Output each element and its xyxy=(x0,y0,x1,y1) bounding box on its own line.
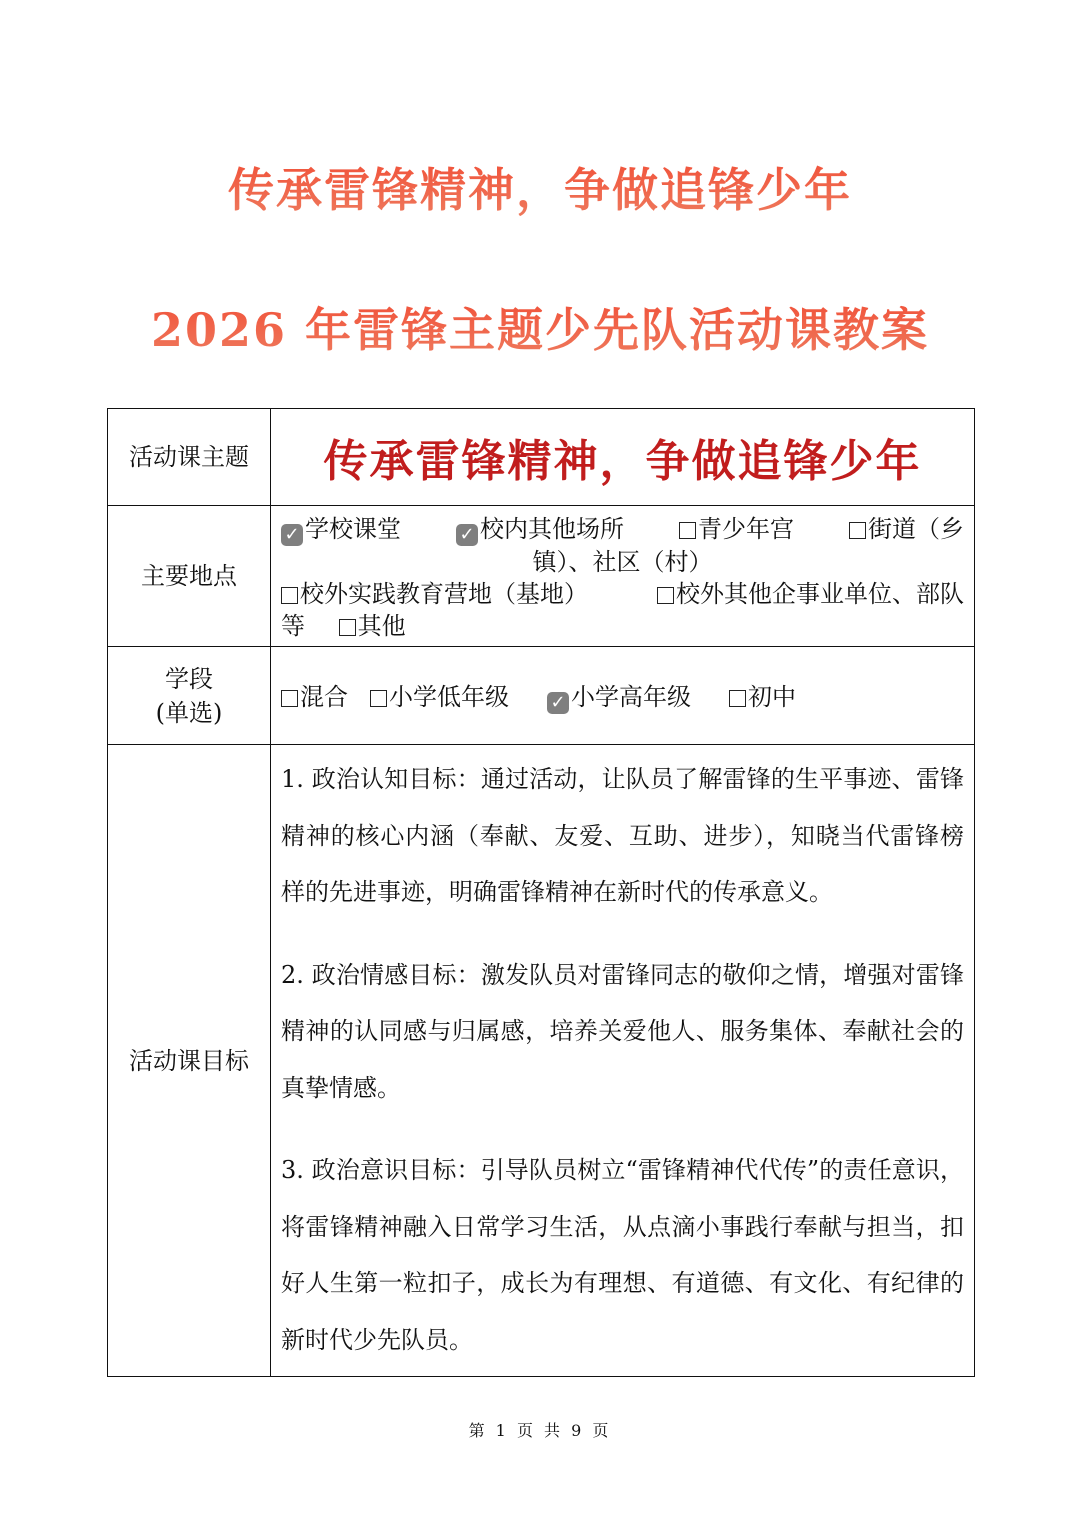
table-row xyxy=(108,506,975,647)
goal-item: 2. 政治情感目标：激发队员对雷锋同志的敬仰之情，增强对雷锋精神的认同感与归属感，培养关爱他人、服务集体、奉献社会的真挚情感。 xyxy=(281,960,964,1102)
location-cell xyxy=(271,506,975,647)
location-option-enterprise[interactable]: 校外其他企事业单位、部队 xyxy=(657,578,964,610)
stage-option-mixed[interactable]: 混合 xyxy=(281,677,348,714)
stage-label: 学段 (单选) xyxy=(108,647,271,745)
location-label: 主要地点 xyxy=(108,506,271,647)
checkbox-icon xyxy=(339,619,356,636)
checked-box-icon: ✓ xyxy=(547,692,569,714)
location-option-youth-palace[interactable]: 青少年宫 xyxy=(679,513,794,546)
checkbox-icon xyxy=(849,522,866,539)
page-footer: 第 1 页 共 9 页 xyxy=(468,1421,612,1440)
checked-box-icon: ✓ xyxy=(456,524,478,546)
stage-option-lower-primary[interactable]: 小学低年级 xyxy=(370,677,509,714)
location-option-other[interactable]: 其他 xyxy=(339,612,406,640)
location-option-street-cont: 镇）、社区（村） xyxy=(532,547,713,576)
checkbox-icon xyxy=(679,522,696,539)
location-option-street[interactable]: 街道（乡 xyxy=(849,513,964,546)
document-title: 传承雷锋精神，争做追锋少年 xyxy=(0,160,1080,220)
checkbox-icon xyxy=(657,587,674,604)
location-option-camp[interactable]: 校外实践教育营地（基地） xyxy=(281,578,588,610)
table-row xyxy=(108,647,975,745)
location-option-enterprise-cont: 等 xyxy=(281,611,305,640)
checkbox-icon xyxy=(729,690,746,707)
location-option-classroom[interactable]: ✓ 学校课堂 xyxy=(281,513,401,546)
checkbox-icon xyxy=(281,587,298,604)
table-row xyxy=(108,745,975,1377)
goals-cell xyxy=(271,745,975,1377)
checkbox-icon xyxy=(281,690,298,707)
lesson-plan-table xyxy=(107,408,975,1377)
theme-label: 活动课主题 xyxy=(108,409,271,506)
goals-label: 活动课目标 xyxy=(108,745,271,1377)
location-option-campus[interactable]: ✓ 校内其他场所 xyxy=(456,513,624,546)
stage-cell xyxy=(271,647,975,745)
checkbox-icon xyxy=(370,690,387,707)
stage-option-upper-primary[interactable]: ✓ 小学高年级 xyxy=(547,677,691,714)
document-subtitle: 2026 年雷锋主题少先队活动课教案 xyxy=(0,300,1080,360)
goal-item: 3. 政治意识目标：引导队员树立“雷锋精神代代传”的责任意识，将雷锋精神融入日常学习生活，从点滴小事践行奉献与担当，扣好人生第一粒扣子，成长为有理想、有道德、有文化、有纪律的新时代少先队员。 xyxy=(281,1156,964,1354)
stage-option-junior-high[interactable]: 初中 xyxy=(729,677,796,714)
theme-cell xyxy=(271,409,975,506)
checked-box-icon: ✓ xyxy=(281,524,303,546)
theme-value: 传承雷锋精神，争做追锋少年 xyxy=(323,436,922,487)
table-row xyxy=(108,409,975,506)
goal-item: 1. 政治认知目标：通过活动，让队员了解雷锋的生平事迹、雷锋精神的核心内涵（奉献、友爱、互助、进步），知晓当代雷锋榜样的先进事迹，明确雷锋精神在新时代的传承意义。 xyxy=(281,765,964,906)
